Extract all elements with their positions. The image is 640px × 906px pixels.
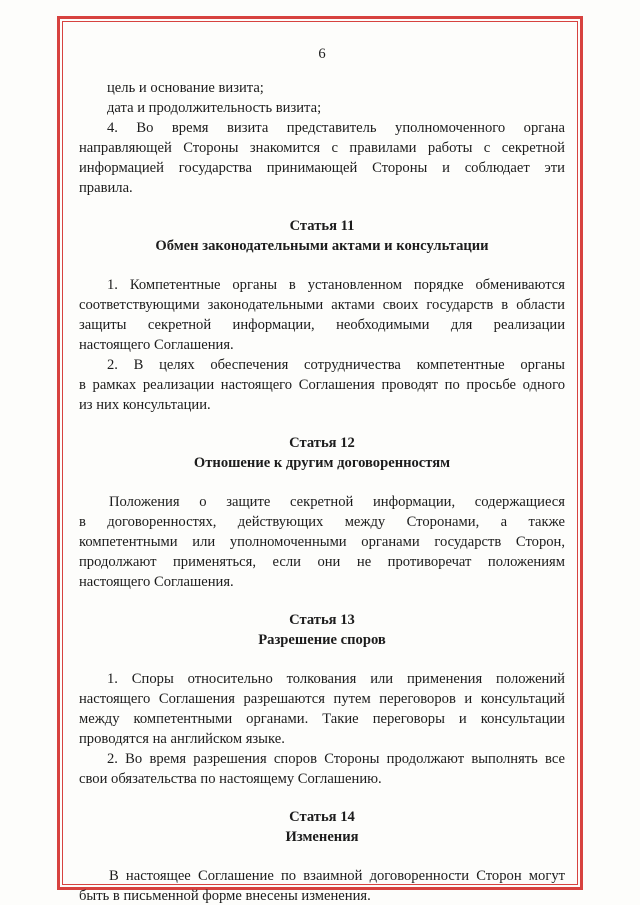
paragraph-line: в договоренностях, действующих между Сторонами, а также [79, 514, 565, 530]
paragraph-line: между компетентными органами. Такие переговоры и консультации [79, 711, 565, 727]
article-number: Статья 13 [289, 612, 355, 628]
intro-line: цель и основание визита; [107, 80, 264, 96]
paragraph-line: соответствующими законодательными актами своих государств в области [79, 297, 565, 313]
paragraph-line: защиты секретной информации, необходимыми для реализации [79, 317, 565, 333]
article-title: Разрешение споров [258, 632, 386, 648]
paragraph-line: настоящего Соглашения. [79, 574, 234, 590]
paragraph-line: направляющей Стороны знакомится с правилами работы с секретной [79, 140, 565, 156]
intro-line: дата и продолжительность визита; [107, 100, 322, 116]
article-number: Статья 12 [289, 435, 355, 451]
article-11 [79, 216, 565, 415]
article-13 [79, 610, 565, 789]
paragraph-line: Положения о защите секретной информации, содержащиеся [109, 494, 565, 510]
paragraph-line: 1. Споры относительно толкования или применения положений [107, 671, 565, 687]
paragraph-line: В настоящее Соглашение по взаимной договоренности Сторон могут [109, 868, 565, 884]
paragraph-line: 1. Компетентные органы в установленном порядке обмениваются [107, 277, 565, 293]
paragraph-line: 2. Во время разрешения споров Стороны продолжают выполнять все [107, 751, 565, 767]
article-title: Изменения [285, 829, 359, 845]
article-number: Статья 14 [289, 809, 355, 825]
article-14 [79, 807, 565, 906]
article-heading [79, 610, 565, 650]
paragraph-line: продолжают применяться, если они не противоречат положениям [79, 554, 565, 570]
intro-section [79, 78, 565, 198]
article-heading [79, 216, 565, 256]
paragraph-line: компетентными или уполномоченными органами государств Сторон, [79, 534, 565, 550]
paragraph-line: свои обязательства по настоящему Соглашению. [79, 771, 382, 787]
paragraph-line: настоящего Соглашения. [79, 337, 234, 353]
paragraph-line: проводятся на английском языке. [79, 731, 285, 747]
article-12 [79, 433, 565, 592]
page-number: 6 [318, 46, 326, 62]
paragraph-line: 4. Во время визита представитель уполномоченного органа [107, 120, 565, 136]
paragraph-line: 2. В целях обеспечения сотрудничества компетентные органы [107, 357, 565, 373]
paragraph-line: информацией государства принимающей Стороны и соблюдает эти [79, 160, 565, 176]
paragraph-line: из них консультации. [79, 397, 211, 413]
article-heading [79, 433, 565, 473]
paragraph-line: правила. [79, 180, 133, 196]
article-heading [79, 807, 565, 847]
paragraph-line: настоящего Соглашения разрешаются путем переговоров и консультаций [79, 691, 565, 707]
article-title: Отношение к другим договоренностям [193, 455, 451, 471]
paragraph-line: в рамках реализации настоящего Соглашения проводят по просьбе одного [79, 377, 565, 393]
article-number: Статья 11 [289, 218, 355, 234]
document-body [79, 44, 565, 906]
article-title: Обмен законодательными актами и консультации [155, 238, 489, 254]
paragraph-line: быть в письменной форме внесены изменения. [79, 888, 371, 904]
